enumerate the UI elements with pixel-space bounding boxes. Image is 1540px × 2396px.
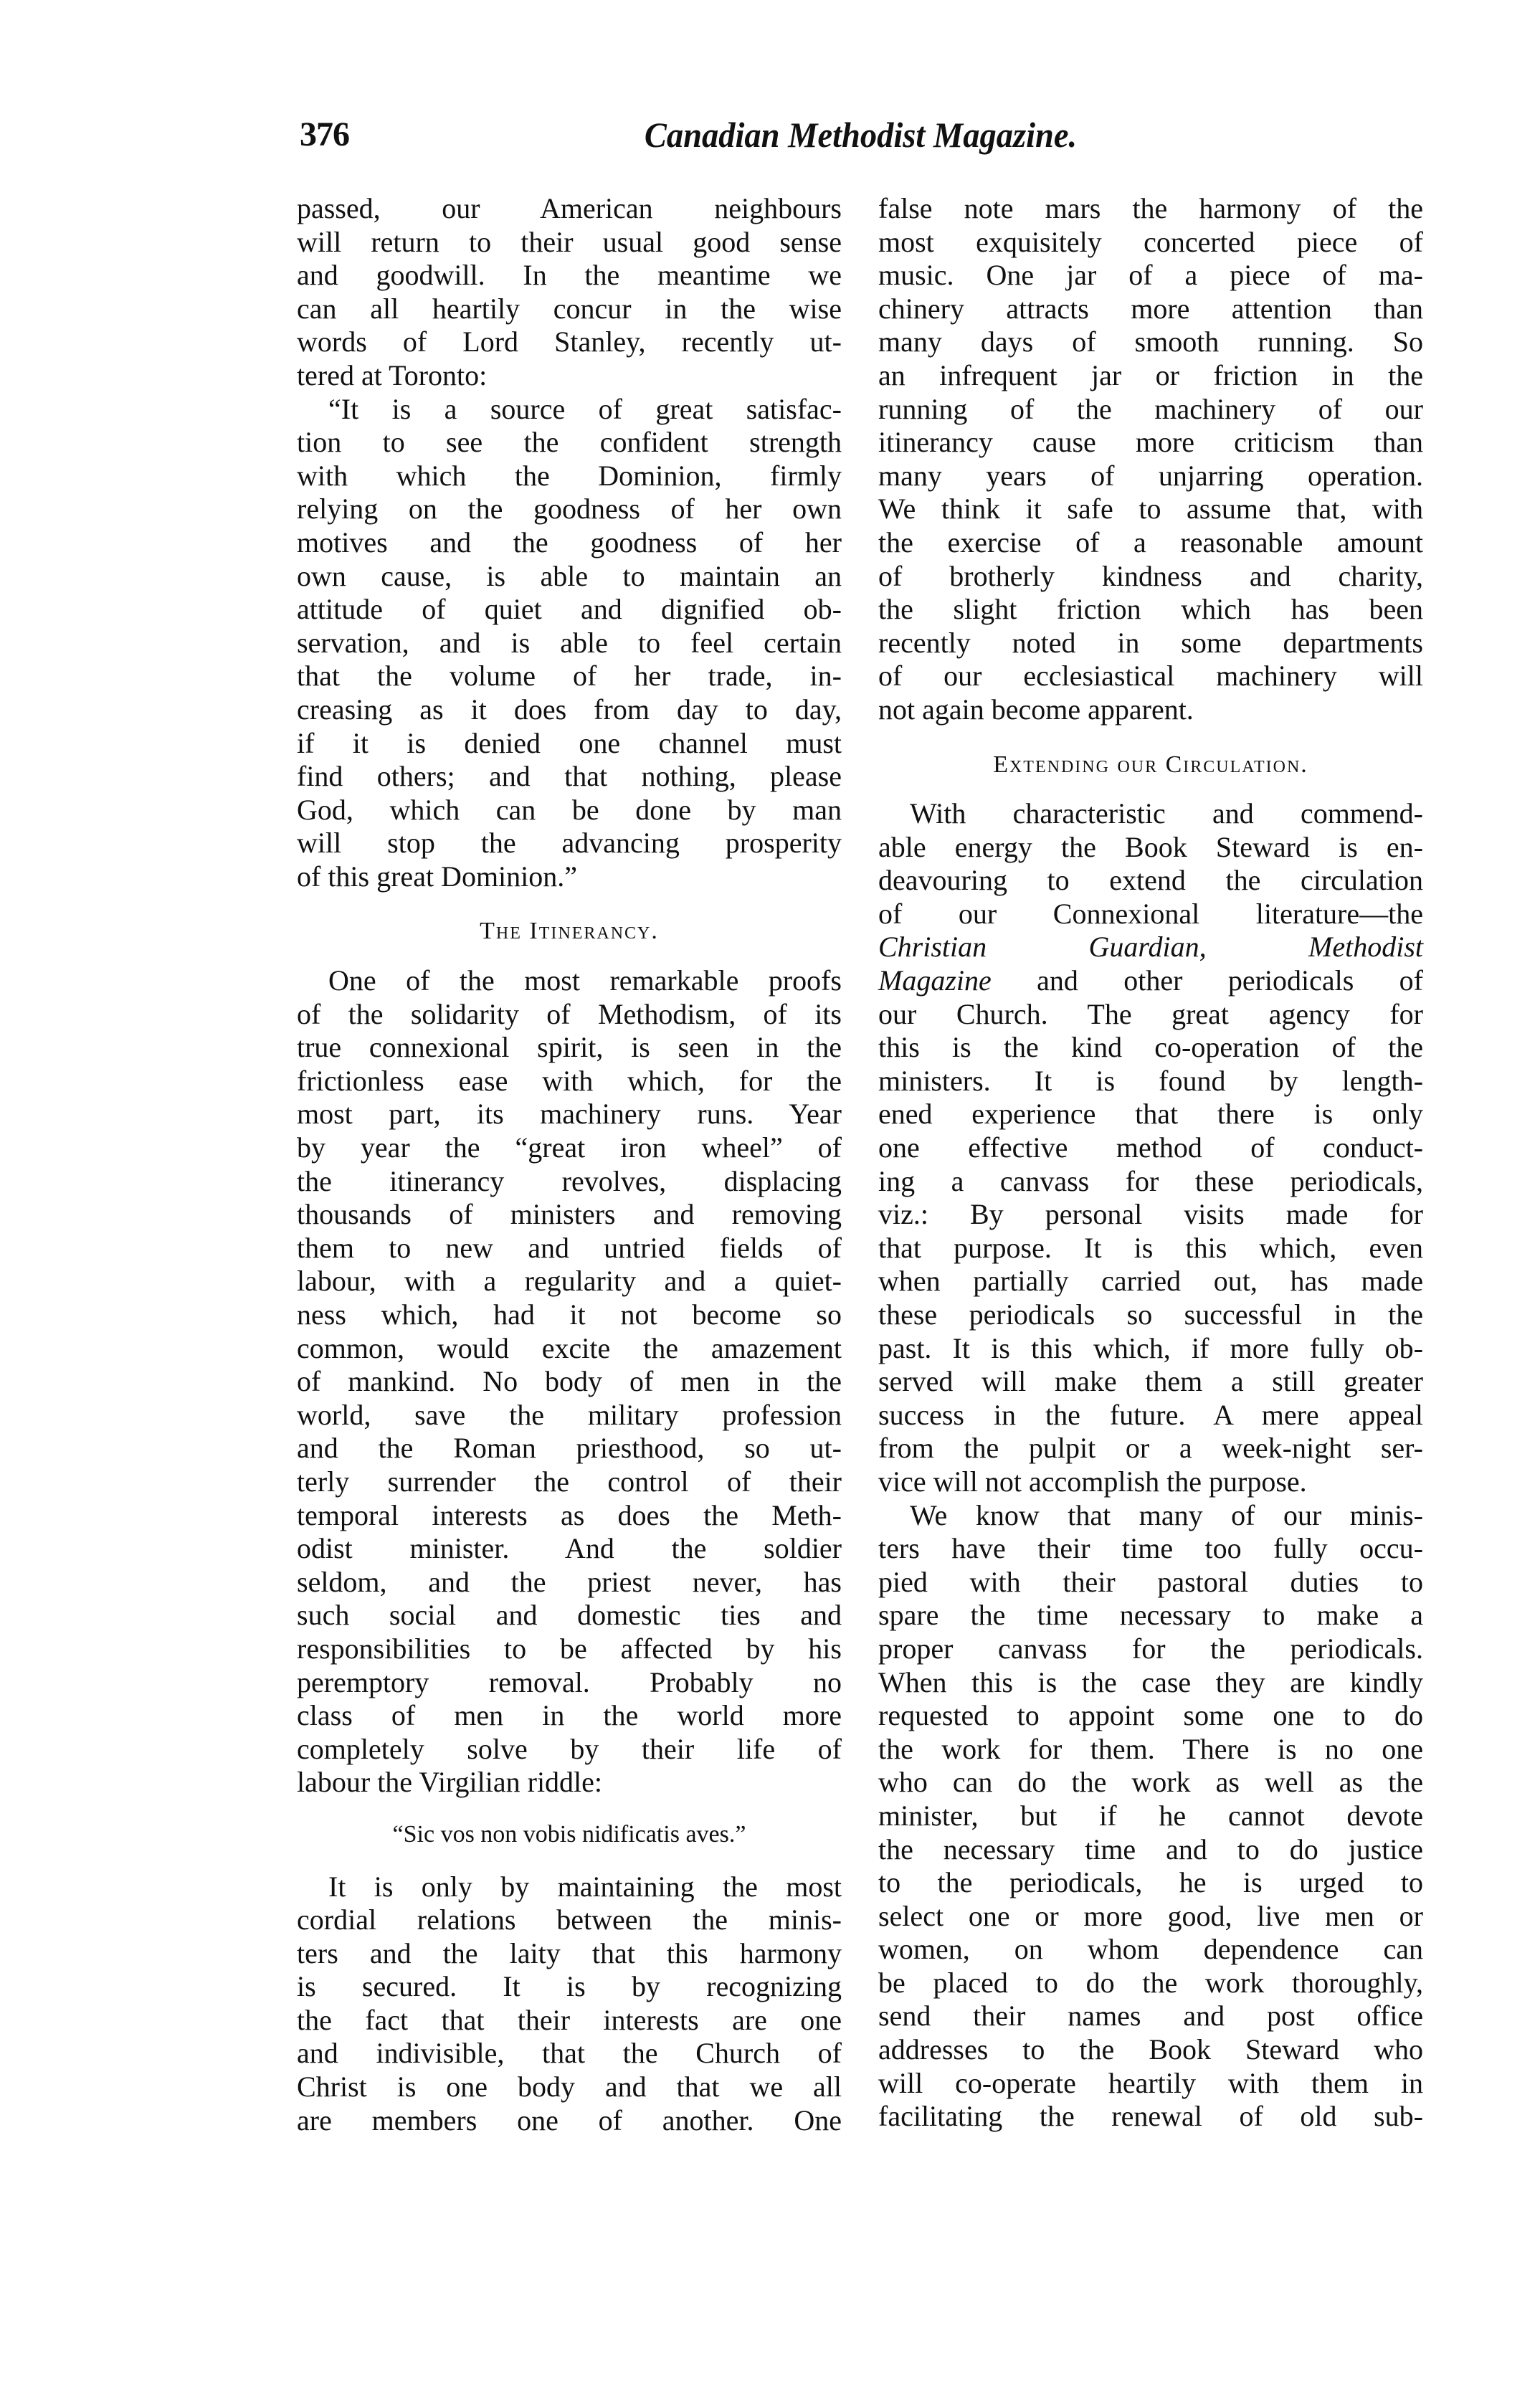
text-line: not again become apparent. [878,693,1194,726]
paragraph-false-note [878,192,1423,727]
text-line: frictionless ease with which, for the [297,1064,842,1097]
text-line: facilitating the renewal of old sub- [878,2100,1423,2133]
text-line: With characteristic and commend- [910,797,1423,830]
text-line: are members one of another. One [297,2103,842,2136]
page-number: 376 [300,115,349,153]
text-line: addresses to the Book Steward who [878,2033,1423,2066]
text-line: them to new and untried fields of [297,1231,842,1264]
text-line: many days of smooth running. So [878,325,1423,358]
text-line: one effective method of conduct- [878,1131,1423,1164]
italic-title: Guardian, [1088,931,1207,964]
text-line: of mankind. No body of men in the [297,1365,842,1398]
text-line: temporal interests as does the Meth- [297,1498,842,1531]
text-line: class of men in the world more [297,1699,842,1732]
text-line: many years of unjarring operation. [878,459,1423,492]
paragraph-itinerancy [297,964,842,1800]
text-line: past. It is this which, if more fully ob- [878,1331,1423,1364]
paragraph-harmony [297,1870,842,2138]
text-line: ters have their time too fully occu- [878,1532,1423,1565]
text-line: motives and the goodness of her [297,526,842,558]
left-column [297,192,842,2137]
text-line: labour the Virgilian riddle: [297,1766,603,1799]
text-line: labour, with a regularity and a quiet- [297,1265,842,1298]
text-line: pied with their pastoral duties to [878,1565,1423,1598]
text-line: the slight friction which has been [878,593,1423,626]
text-line: find others; and that nothing, please [297,760,842,793]
text-line: of this great Dominion.” [297,860,578,893]
text-line: vice will not accomplish the purpose. [878,1465,1307,1498]
text-line: women, on whom dependence can [878,1933,1423,1966]
text-line: God, which can be done by man [297,793,842,826]
text-line [878,964,1423,998]
running-title: Canadian Methodist Magazine. [644,115,1078,155]
text-line: of our ecclesiastical machinery will [878,660,1423,693]
text-line: can all heartily concur in the wise [297,292,842,325]
text-line: will stop the advancing prosperity [297,827,842,860]
text-line: running of the machinery of our [878,392,1423,425]
text-line: ministers. It is found by length- [878,1064,1423,1097]
text-line: who can do the work as well as the [878,1766,1423,1799]
text-line: that the volume of her trade, in- [297,660,842,693]
text-line: servation, and is able to feel certain [297,626,842,659]
text-line: will co-operate heartily with them in [878,2066,1423,2099]
text-line: seldom, and the priest never, has [297,1565,842,1598]
text-line: and the Roman priesthood, so ut- [297,1432,842,1465]
text-line: to the periodicals, he is urged to [878,1866,1423,1899]
text-line: minister, but if he cannot devote [878,1799,1423,1832]
text-line: success in the future. A mere appeal [878,1398,1423,1431]
text-line: When this is the case they are kindly [878,1665,1423,1698]
text-line: will return to their usual good sense [297,225,842,258]
text-line: responsibilities to be affected by his [297,1632,842,1665]
text-line: send their names and post office [878,2000,1423,2033]
paragraph-stanley-quote [297,393,842,894]
text-line: this is the kind co-operation of the [878,1031,1423,1064]
text-line: tion to see the confident strength [297,426,842,459]
text-line: served will make them a still greater [878,1365,1423,1398]
text-line: We think it safe to assume that, with [878,493,1423,526]
text-line: such social and domestic ties and [297,1599,842,1632]
text-line: itinerancy cause more criticism than [878,426,1423,459]
text-line: an infrequent jar or friction in the [878,358,1423,391]
text-line: that purpose. It is this which, even [878,1231,1423,1264]
text-line: ing a canvass for these periodicals, [878,1164,1423,1197]
text-line: of brotherly kindness and charity, [878,559,1423,592]
text-line: passed, our American neighbours [297,192,842,224]
text-line: viz.: By personal visits made for [878,1198,1423,1231]
text-line: proper canvass for the periodicals. [878,1632,1423,1665]
latin-quote: “Sic vos non vobis nidificatis aves.” [392,1820,746,1848]
text-line: these periodicals so successful in the [878,1298,1423,1331]
section-heading-circulation: Extending our Circulation. [993,751,1308,778]
text-line: select one or more good, live men or [878,1899,1423,1932]
text-line: the necessary time and to do justice [878,1832,1423,1865]
text-line: ters and the laity that this harmony [297,1936,842,1969]
italic-title: Magazine [878,964,992,997]
text-line: “It is a source of great satisfac- [328,392,842,425]
text-line: attitude of quiet and dignified ob- [297,593,842,626]
paragraph-circulation-rest [878,998,1423,1499]
text-line: music. One jar of a piece of ma- [878,259,1423,292]
right-column [878,192,1423,2134]
text-line: when partially carried out, has made [878,1265,1423,1298]
text-line: ness which, had it not become so [297,1298,842,1331]
text-line: own cause, is able to maintain an [297,559,842,592]
text-line: thousands of ministers and removing [297,1198,842,1231]
text-line: cordial relations between the minis- [297,1903,842,1936]
italic-title: Methodist [1308,931,1424,964]
text-line: most part, its machinery runs. Year [297,1098,842,1131]
italic-title: Christian [878,931,987,964]
text-line: odist minister. And the soldier [297,1532,842,1565]
text-line: relying on the goodness of her own [297,493,842,526]
text-line: words of Lord Stanley, recently ut- [297,325,842,358]
text-line: and indivisible, that the Church of [297,2037,842,2070]
text-line: by year the “great iron wheel” of [297,1131,842,1164]
text-line: tered at Toronto: [297,358,488,391]
section-heading-itinerancy: The Itinerancy. [480,918,659,945]
text-line: true connexional spirit, is seen in the [297,1031,842,1064]
text-line: One of the most remarkable proofs [328,964,842,997]
text-line: of our Connexional literature—the [878,897,1423,930]
text-line: from the pulpit or a week-night ser- [878,1432,1423,1465]
text-line: the work for them. There is no one [878,1732,1423,1765]
text-line: terly surrender the control of their [297,1465,842,1498]
paragraph-circulation [878,797,1423,1498]
text-line: and goodwill. In the meantime we [297,259,842,292]
text-line: the itinerancy revolves, displacing [297,1164,842,1197]
text-line: our Church. The great agency for [878,997,1423,1030]
text-line: of the solidarity of Methodism, of its [297,997,842,1030]
text-line: peremptory removal. Probably no [297,1665,842,1698]
paragraph-neighbours [297,192,842,393]
text-fragment: and other periodicals of [1037,964,1424,997]
text-line: able energy the Book Steward is en- [878,830,1423,863]
page-header [300,113,1422,156]
text-line: ened experience that there is only [878,1098,1423,1131]
text-line: the exercise of a reasonable amount [878,526,1423,558]
paragraph-ministers [878,1499,1423,2134]
text-line: chinery attracts more attention than [878,292,1423,325]
text-line: recently noted in some departments [878,626,1423,659]
text-line: spare the time necessary to make a [878,1599,1423,1632]
text-line: false note mars the harmony of the [878,192,1423,224]
text-line: We know that many of our minis- [910,1498,1423,1531]
text-line: creasing as it does from day to day, [297,693,842,726]
text-line: is secured. It is by recognizing [297,1970,842,2003]
text-line: It is only by maintaining the most [328,1870,842,1903]
text-line: with which the Dominion, firmly [297,459,842,492]
text-line: Christ is one body and that we all [297,2071,842,2103]
text-line: requested to appoint some one to do [878,1699,1423,1732]
text-line [878,931,1423,964]
text-line: most exquisitely concerted piece of [878,225,1423,258]
text-line: completely solve by their life of [297,1732,842,1765]
text-line: if it is denied one channel must [297,726,842,759]
text-line: world, save the military profession [297,1398,842,1431]
text-line: be placed to do the work thoroughly, [878,1966,1423,1999]
text-line: the fact that their interests are one [297,2003,842,2036]
text-line: common, would excite the amazement [297,1331,842,1364]
text-line: deavouring to extend the circulation [878,864,1423,897]
